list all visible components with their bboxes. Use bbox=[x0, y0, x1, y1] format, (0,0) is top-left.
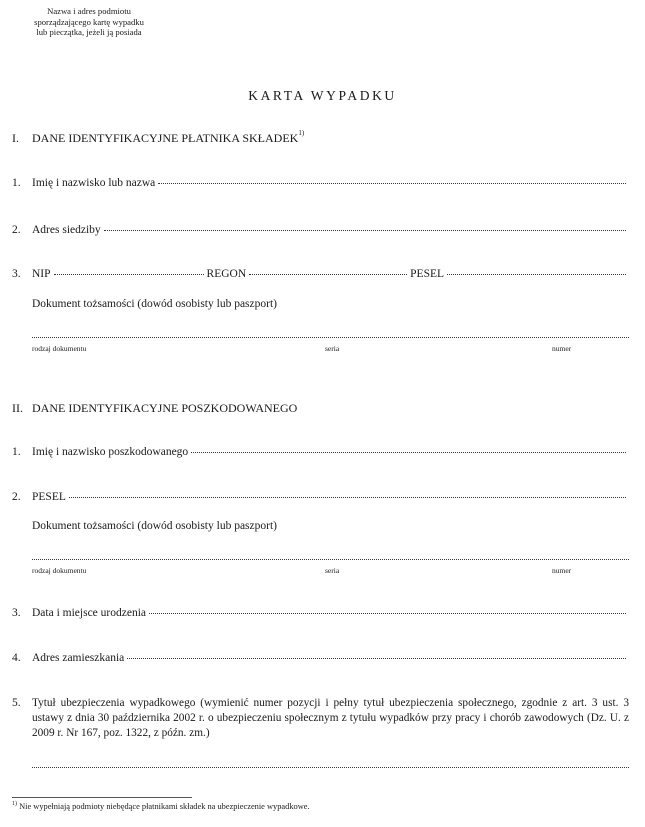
section-1-heading bbox=[12, 131, 304, 146]
section-1-number: I. bbox=[12, 131, 19, 145]
payer-name-field[interactable] bbox=[158, 182, 626, 184]
residence-row bbox=[12, 652, 629, 664]
section-2-number: II. bbox=[12, 401, 23, 415]
footnote-mark: 1) bbox=[12, 801, 17, 807]
section-2-title: DANE IDENTYFIKACYJNE POSZKODOWANEGO bbox=[32, 401, 298, 415]
payer-address-row bbox=[12, 224, 629, 236]
injured-name-row bbox=[12, 446, 629, 458]
residence-field[interactable] bbox=[127, 657, 626, 659]
payer-document-label: Dokument tożsamości (dowód osobisty lub paszport) bbox=[32, 298, 277, 310]
insurance-title-field[interactable] bbox=[32, 766, 629, 768]
residence-number: 4. bbox=[12, 652, 21, 664]
footnote-text: Nie wypełniają podmioty niebędące płatnikami składek na ubezpieczenie wypadkowe. bbox=[19, 802, 310, 811]
regon-label: REGON bbox=[206, 268, 247, 280]
injured-name-number: 1. bbox=[12, 446, 21, 458]
payer-name-label: Imię i nazwisko lub nazwa bbox=[32, 177, 156, 189]
section-2-heading bbox=[12, 401, 297, 416]
regon-field[interactable] bbox=[249, 273, 407, 275]
insurance-title-number: 5. bbox=[12, 697, 21, 709]
issuer-note-line-3: lub pieczątka, jeżeli ją posiada bbox=[36, 27, 142, 37]
residence-label: Adres zamieszkania bbox=[32, 652, 125, 664]
insurance-title-text: Tytuł ubezpieczenia wypadkowego (wymienić numer pozycji i pełny tytuł ubezpieczenia społecznego, zgodnie z art. 3 ust. 3 ustawy z dnia 30 października 2002 r. o ubezpieczeniu społecznym z tytułu wypadków przy pracy i chorób zawodowych (Dz. U. z 2009 r. Nr 167, poz. 1322, z późn. zm.) bbox=[32, 697, 629, 739]
issuer-name-note bbox=[0, 6, 178, 38]
section-1-footnote-mark: 1) bbox=[298, 129, 305, 137]
injured-pesel-number: 2. bbox=[12, 491, 21, 503]
payer-pesel-field[interactable] bbox=[447, 273, 626, 275]
injured-document-field[interactable] bbox=[32, 558, 629, 560]
nip-field[interactable] bbox=[54, 273, 204, 275]
injured-document-type-caption: rodzaj dokumentu bbox=[32, 566, 87, 575]
issuer-note-line-2: sporządzającego kartę wypadku bbox=[34, 16, 144, 27]
payer-document-field[interactable] bbox=[32, 336, 629, 338]
injured-name-field[interactable] bbox=[191, 451, 626, 453]
injured-name-label: Imię i nazwisko poszkodowanego bbox=[32, 446, 189, 458]
payer-document-number-caption: numer bbox=[552, 344, 572, 353]
injured-pesel-field[interactable] bbox=[69, 496, 626, 498]
payer-address-number: 2. bbox=[12, 224, 21, 236]
footnote-rule bbox=[12, 797, 192, 798]
nip-label: NIP bbox=[32, 268, 51, 280]
injured-document-number-caption: numer bbox=[552, 566, 572, 575]
section-1-title: DANE IDENTYFIKACYJNE PŁATNIKA SKŁADEK bbox=[32, 131, 299, 145]
payer-name-row bbox=[12, 177, 629, 189]
payer-ids-row bbox=[12, 268, 629, 280]
birth-label: Data i miejsce urodzenia bbox=[32, 607, 146, 619]
injured-document-label: Dokument tożsamości (dowód osobisty lub paszport) bbox=[32, 520, 277, 532]
payer-document-series-caption: seria bbox=[325, 344, 340, 353]
birth-row bbox=[12, 607, 629, 619]
pesel-label: PESEL bbox=[410, 268, 445, 280]
birth-field[interactable] bbox=[149, 612, 626, 614]
payer-address-label: Adres siedziby bbox=[32, 224, 101, 236]
payer-document-type-caption: rodzaj dokumentu bbox=[32, 344, 87, 353]
injured-document-series-caption: seria bbox=[325, 566, 340, 575]
injured-pesel-label: PESEL bbox=[32, 491, 66, 503]
payer-ids-number: 3. bbox=[12, 268, 21, 280]
injured-pesel-row bbox=[12, 491, 629, 503]
birth-number: 3. bbox=[12, 607, 21, 619]
payer-address-field[interactable] bbox=[104, 229, 626, 231]
issuer-note-line-1: Nazwa i adres podmiotu bbox=[47, 6, 131, 16]
form-title: KARTA WYPADKU bbox=[248, 88, 397, 103]
payer-name-number: 1. bbox=[12, 177, 21, 189]
footnote bbox=[12, 802, 310, 811]
